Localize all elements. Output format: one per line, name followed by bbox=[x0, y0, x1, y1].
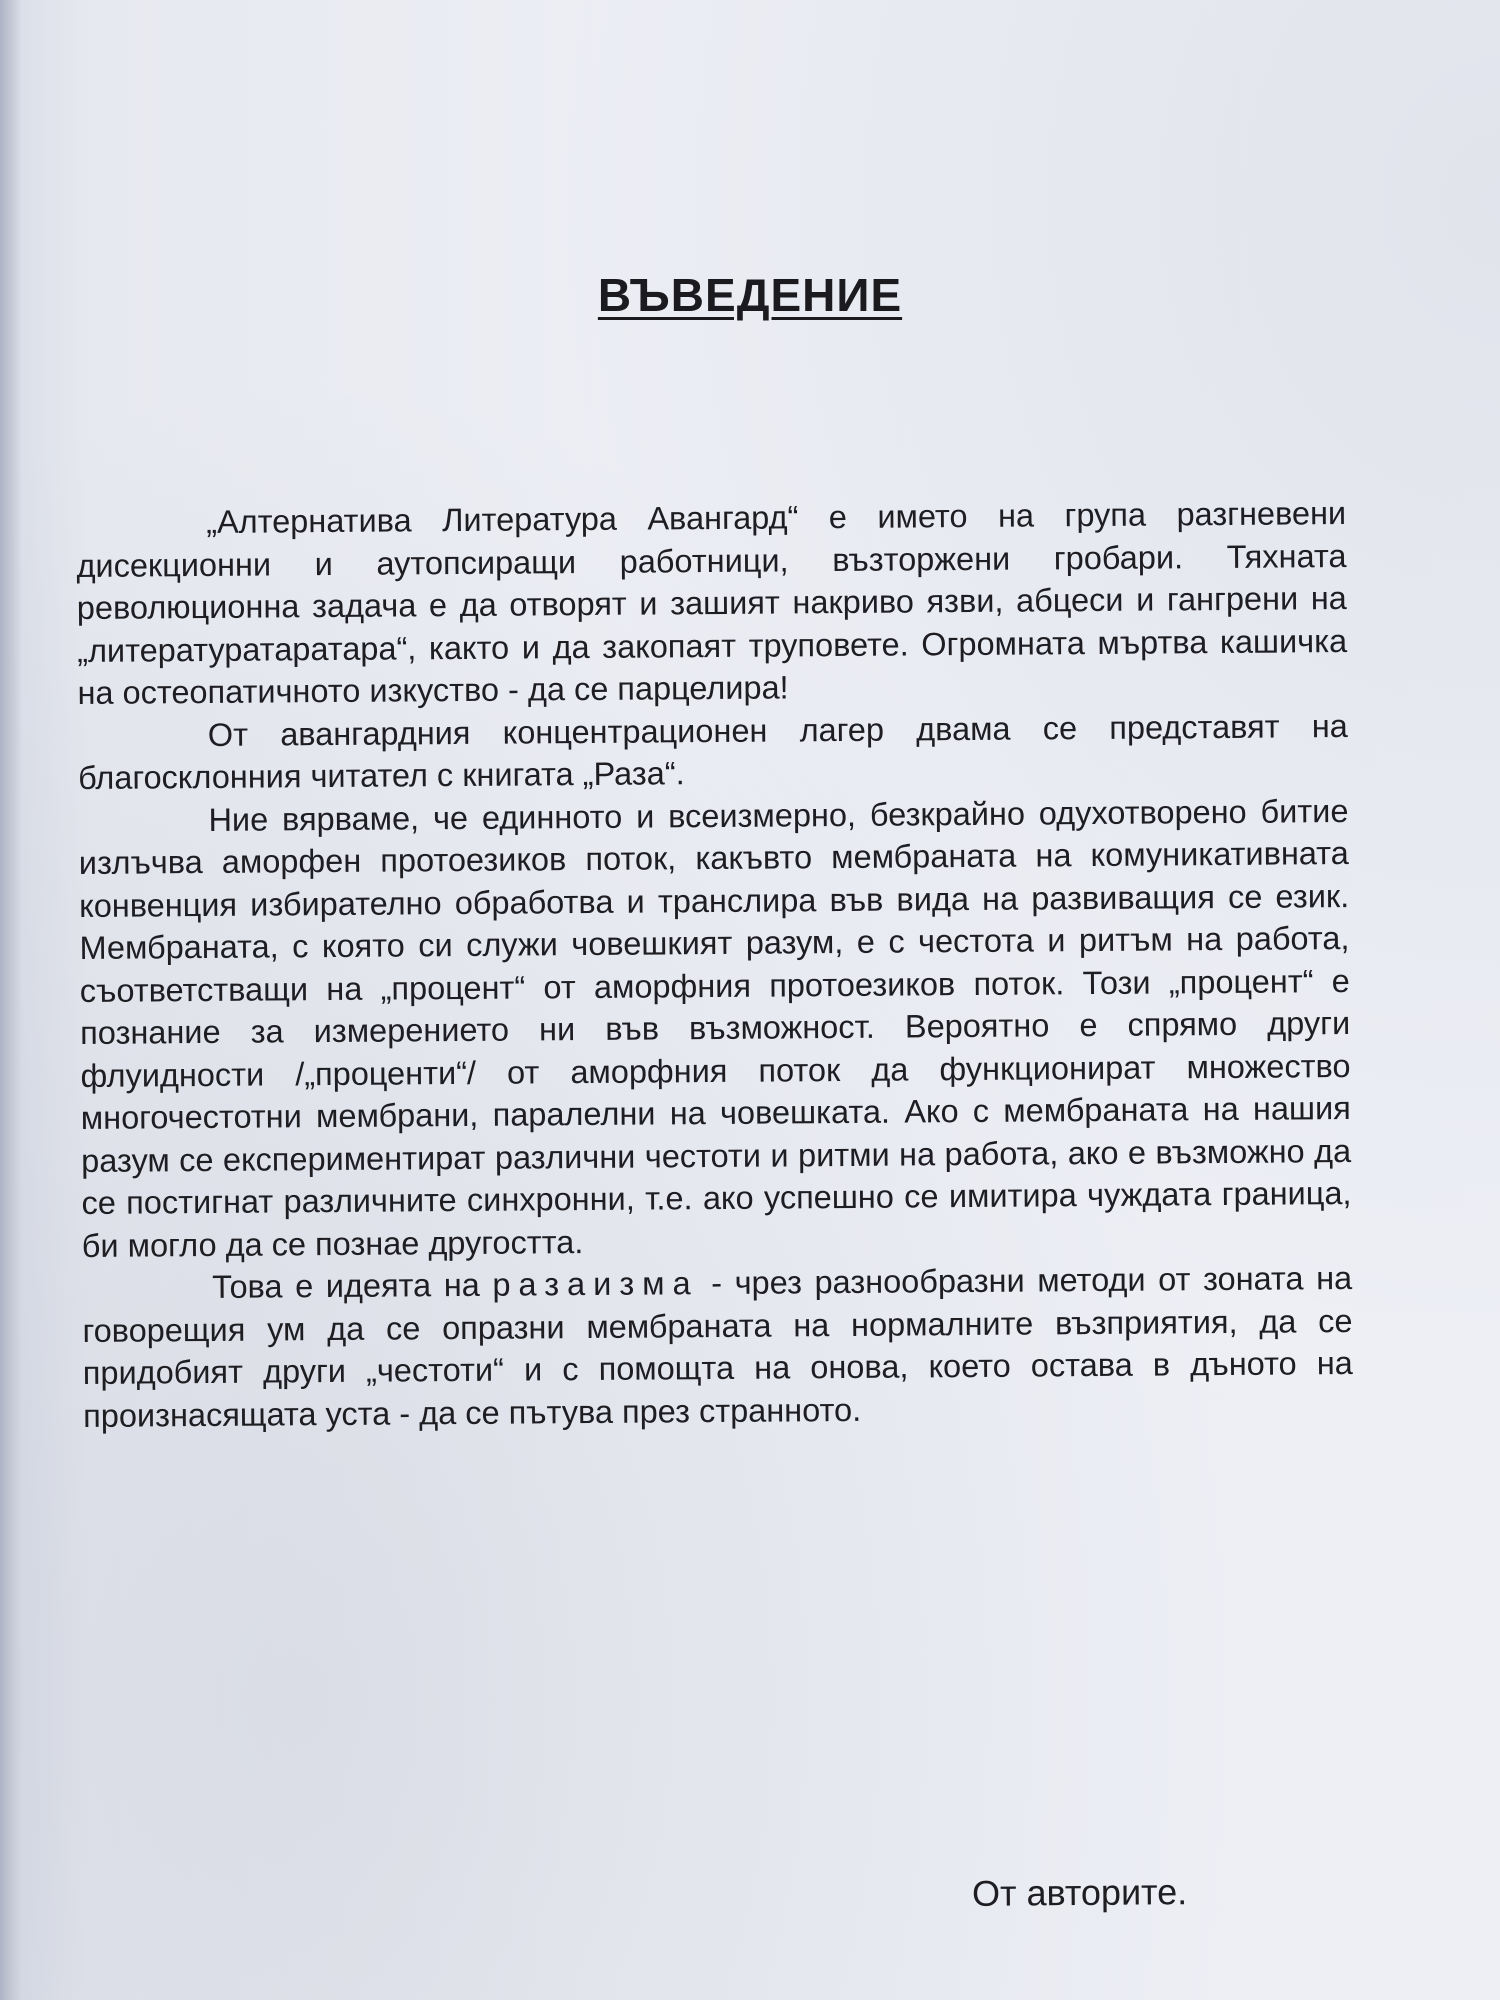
paragraph-1: „Алтернатива Литература Авангард“ е името на група разгневени дисекционни и аутопсиращи работници, възторжени гробари. Тяхната революционна задача е да отворят и зашият накриво язви, абцеси и гангрени на „литературатаратара“, както и да закопаят труповете. Огромната мъртва кашичка на остеопатичното изкуство - да се парцелира! bbox=[76, 495, 1348, 711]
spaced-term: разаизма bbox=[492, 1265, 699, 1303]
signature: От авторите. bbox=[971, 1871, 1188, 1914]
paragraph-3: Ние вярваме, че единното и всеизмерно, безкрайно одухотворено битие излъчва аморфен протоезиков поток, какъвто мембраната на комуникативната конвенция избирателно обработва и транслира във вида на развиващия се език. Мембраната, с която си служи човешкият разум, е с честота и ритъм на работа, съответстващи на „процент“ от аморфния протоезиков поток. Този „процент“ е познание за измерението ни във възможност. Вероятно е спрямо други флуидности /„проценти“/ от аморфния поток да функционират множество многочестотни мембрани, паралелни на човешката. Ако с мембраната на нашия разум се експериментират различни честоти и ритми на работа, ако е възможно да се постигнат различните синхронни, т.е. ако успешно се имитира чуждата граница, би могло да се познае другостта. bbox=[78, 792, 1352, 1264]
paragraph-4-end: - чрез разнообразни методи от зоната на говорещия ум да се опразни мембраната на нормалните възприятия, да се придобият други „честоти“ и с помощта на онова, което остава в дъното на произнасящата уста - да се пътува през странното. bbox=[82, 1260, 1353, 1434]
introduction-text bbox=[76, 492, 1353, 1437]
paragraph-2: От авангардния концентрационен лагер двама се представят на благосклонния читател с книгата „Раза“. bbox=[78, 707, 1348, 796]
paragraph-4-start: Това е идеята на bbox=[212, 1266, 493, 1305]
page-title: ВЪВЕДЕНИЕ bbox=[597, 269, 903, 321]
paragraph-4 bbox=[82, 1257, 1353, 1437]
